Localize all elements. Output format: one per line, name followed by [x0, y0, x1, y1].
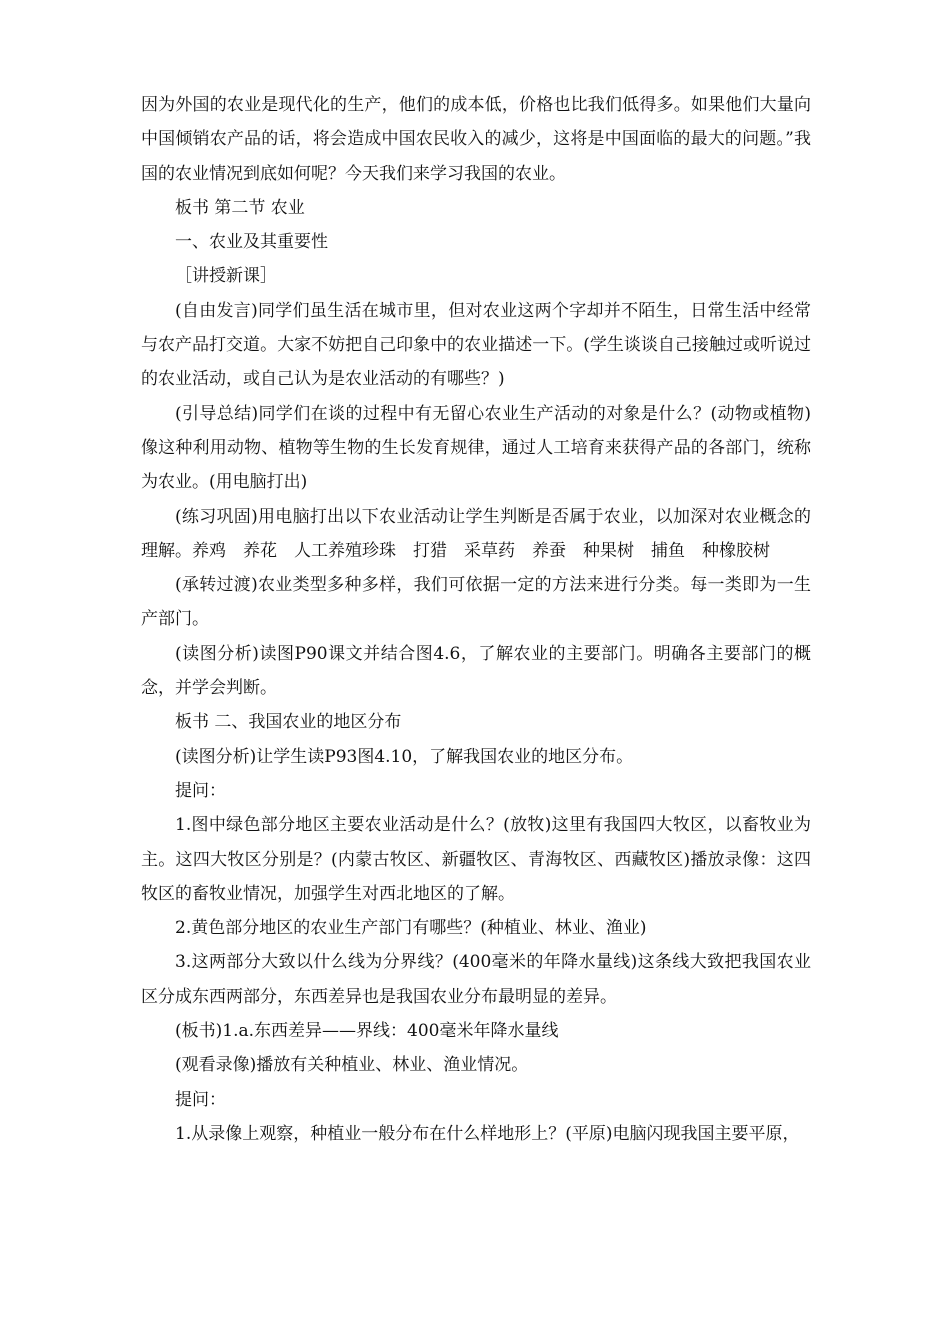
- paragraph: (读图分析)读图P90课文并结合图4.6，了解农业的主要部门。明确各主要部门的概念，并学会判断。: [141, 643, 811, 699]
- section-heading: 一、农业及其重要性: [175, 232, 328, 253]
- question-item: 1.图中绿色部分地区主要农业活动是什么？(放牧)这里有我国四大牧区，以畜牧业为主。这四大牧区分别是？(内蒙古牧区、新疆牧区、青海牧区、西藏牧区)播放录像：这四牧区的畜牧业情况，加强学生对西北地区的了解。: [141, 815, 811, 904]
- board-heading: 板书 二、我国农业的地区分布: [175, 712, 402, 733]
- board-note: (板书)1.a.东西差异——界线：400毫米年降水量线: [175, 1021, 559, 1042]
- paragraph: 因为外国的农业是现代化的生产，他们的成本低，价格也比我们低得多。如果他们大量向中国倾销农产品的话，将会造成中国农民收入的减少，这将是中国面临的最大的问题。”我国的农业情况到底如何呢？今天我们来学习我国的农业。: [141, 95, 811, 184]
- board-heading: 板书 第二节 农业: [175, 197, 305, 218]
- paragraph: (练习巩固)用电脑打出以下农业活动让学生判断是否属于农业，以加深对农业概念的理解。养鸡 养花 人工养殖珍珠 打猎 采草药 养蚕 种果树 捕鱼 种橡胶树: [141, 506, 811, 561]
- paragraph: (读图分析)让学生读P93图4.10，了解我国农业的地区分布。: [175, 746, 634, 767]
- paragraph: (观看录像)播放有关种植业、林业、渔业情况。: [175, 1055, 529, 1076]
- paragraph: (引导总结)同学们在谈的过程中有无留心农业生产活动的对象是什么？(动物或植物)像这种利用动物、植物等生物的生长发育规律，通过人工培育来获得产品的各部门，统称为农业。(用电脑打出): [141, 403, 811, 493]
- question-label: 提问：: [175, 1089, 226, 1110]
- question-item: 3.这两部分大致以什么线为分界线？(400毫米的年降水量线)这条线大致把我国农业区分成东西两部分，东西差异也是我国农业分布最明显的差异。: [141, 952, 811, 1007]
- paragraph: (自由发言)同学们虽生活在城市里，但对农业这两个字却并不陌生，日常生活中经常与农产品打交道。大家不妨把自己印象中的农业描述一下。(学生谈谈自己接触过或听说过的农业活动，或自己认为是农业活动的有哪些？): [141, 300, 811, 390]
- section-heading: ［讲授新课］: [175, 266, 277, 287]
- question-label: 提问：: [175, 780, 226, 801]
- paragraph: (承转过渡)农业类型多种多样，我们可依据一定的方法来进行分类。每一类即为一生产部门。: [141, 575, 811, 630]
- question-item: 1.从录像上观察，种植业一般分布在什么样地形上？(平原)电脑闪现我国主要平原，: [175, 1123, 800, 1144]
- question-item: 2.黄色部分地区的农业生产部门有哪些？(种植业、林业、渔业): [175, 918, 647, 939]
- document-body: [141, 88, 811, 1151]
